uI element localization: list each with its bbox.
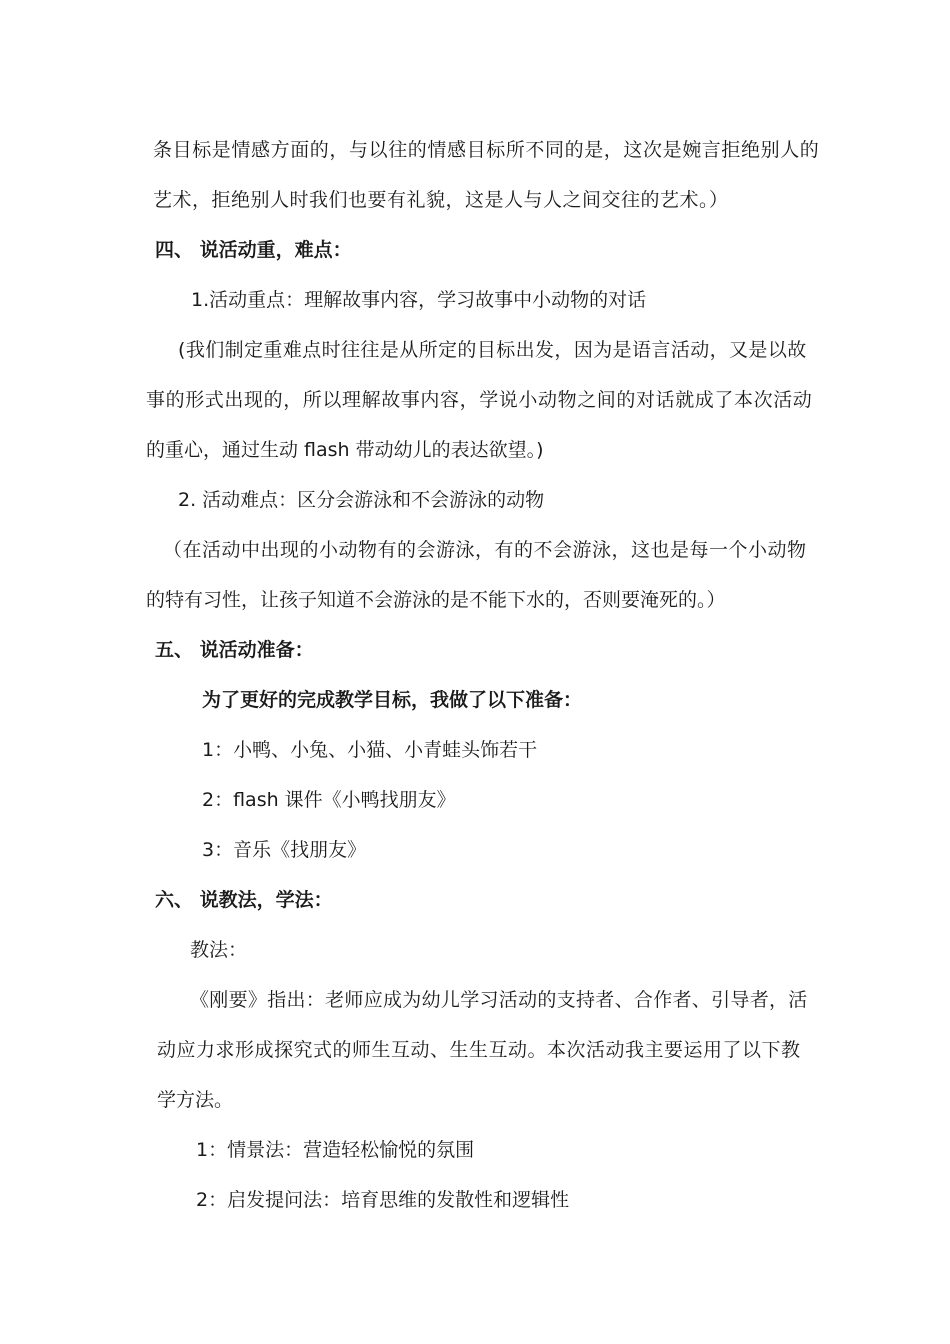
section-heading: 六、 说教法，学法：: [155, 889, 333, 911]
paragraph-line: 动应力求形成探究式的师生互动、生生互动。本次活动我主要运用了以下教: [157, 1039, 801, 1061]
list-item: 2：启发提问法：培育思维的发散性和逻辑性: [196, 1189, 570, 1211]
paragraph-line: 教法：: [190, 939, 248, 961]
paragraph-line: 学方法。: [157, 1089, 234, 1111]
list-item: 1：小鸭、小兔、小猫、小青蛙头饰若干: [202, 739, 538, 761]
list-item: 3：音乐《找朋友》: [202, 839, 367, 861]
paragraph-line: 事的形式出现的，所以理解故事内容，学说小动物之间的对话就成了本次活动: [146, 389, 813, 411]
paragraph-line: （在活动中出现的小动物有的会游泳，有的不会游泳，这也是每一个小动物: [163, 539, 807, 561]
section-heading: 四、 说活动重，难点：: [155, 239, 352, 261]
paragraph-line-bold: 为了更好的完成教学目标，我做了以下准备：: [202, 689, 583, 711]
paragraph-line: 2. 活动难点：区分会游泳和不会游泳的动物: [178, 489, 545, 511]
paragraph-line: 的重心，通过生动 flash 带动幼儿的表达欲望。): [146, 439, 544, 461]
paragraph-line: (我们制定重难点时往往是从所定的目标出发，因为是语言活动，又是以故: [178, 339, 807, 361]
list-item: 2：flash 课件《小鸭找朋友》: [202, 789, 456, 811]
paragraph-line: 艺术，拒绝别人时我们也要有礼貌，这是人与人之间交往的艺术。）: [153, 189, 729, 211]
section-heading: 五、 说活动准备：: [155, 639, 314, 661]
list-item: 1：情景法：营造轻松愉悦的氛围: [196, 1139, 475, 1161]
paragraph-line: 《刚要》指出：老师应成为幼儿学习活动的支持者、合作者、引导者，活: [190, 989, 808, 1011]
paragraph-line: 的特有习性，让孩子知道不会游泳的是不能下水的，否则要淹死的。）: [146, 589, 726, 611]
paragraph-line: 条目标是情感方面的，与以往的情感目标所不同的是，这次是婉言拒绝别人的: [153, 139, 820, 161]
paragraph-line: 1.活动重点：理解故事内容，学习故事中小动物的对话: [191, 289, 647, 311]
